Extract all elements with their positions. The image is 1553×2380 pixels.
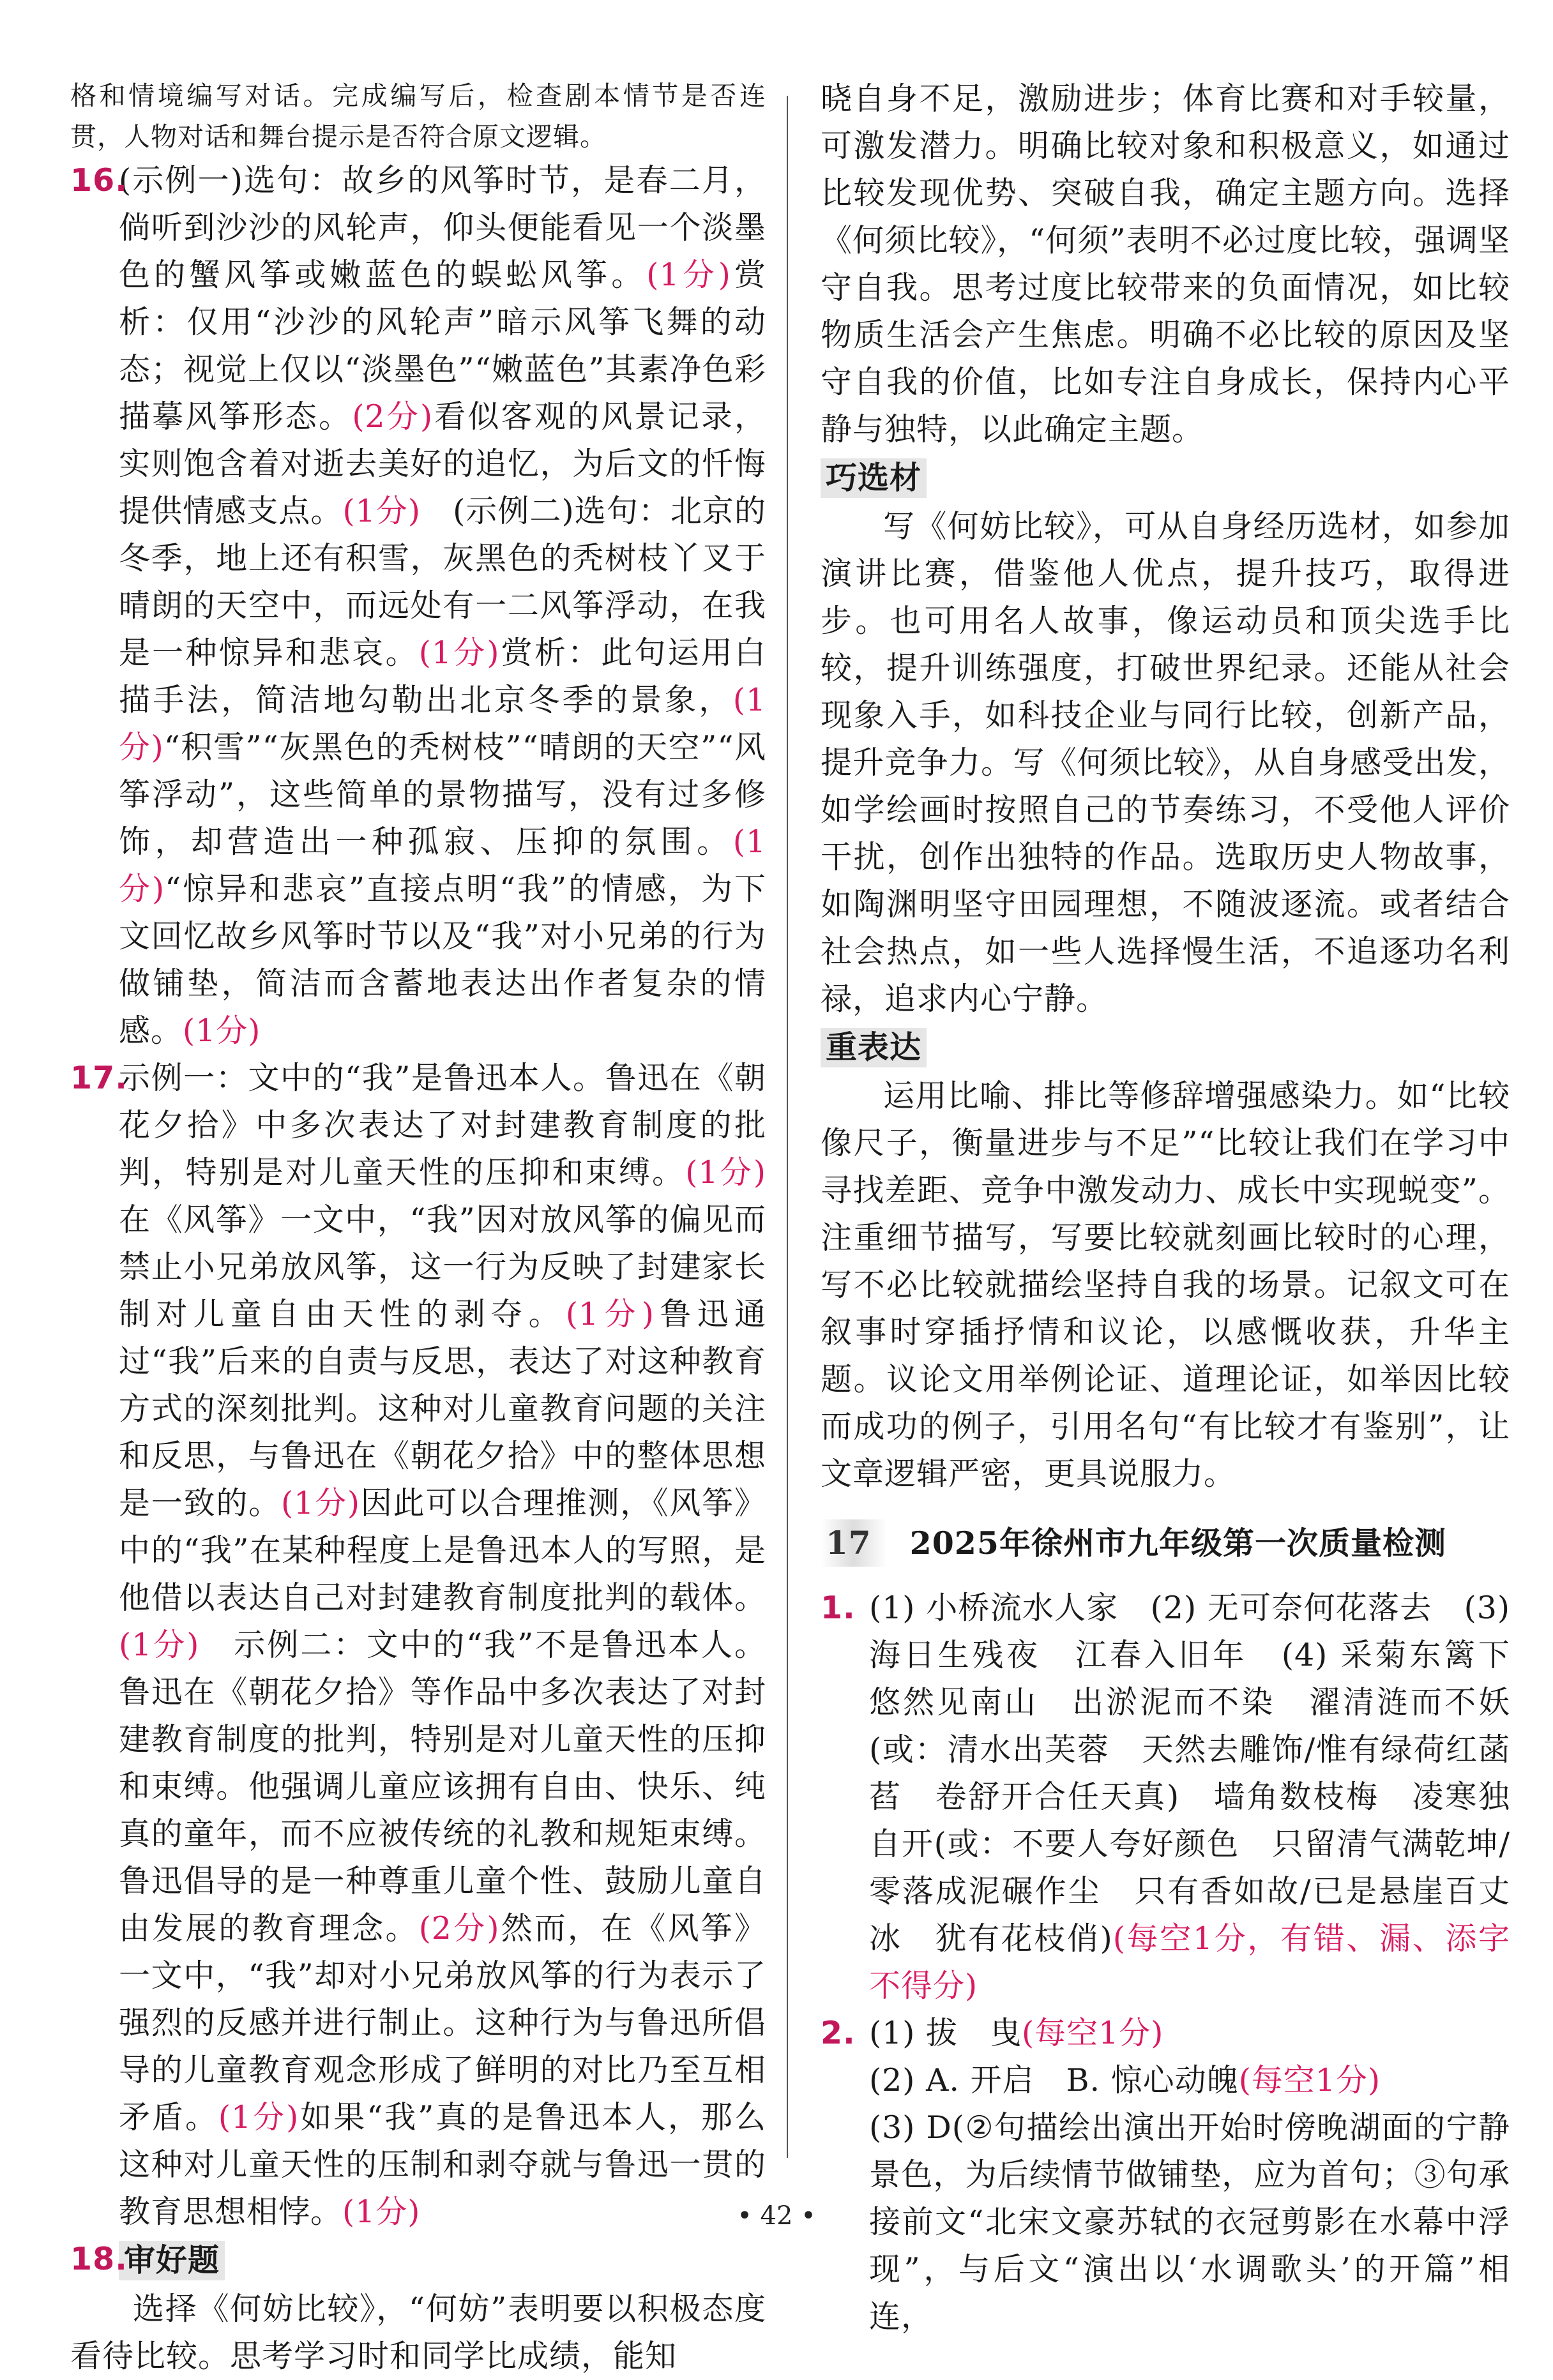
answer-text: (2) A. 开启 B. 惊心动魄 (869, 2062, 1239, 2098)
answer-text: (示例一)选句：故乡的风筝时节，是春二月，倘听到沙沙的风轮声，仰头便能看见一个淡墨色的蟹风筝或嫩蓝色的蜈蚣风筝。 (119, 162, 766, 293)
answer-text: 看似客观的风景记录，实则饱含着对逝去美好的追忆，为后文的忏悔提供情感支点。 (119, 398, 766, 529)
answer-text: 示例二：文中的“我”不是鲁迅本人。鲁迅在《朝花夕拾》等作品中多次表达了对封建教育制度的批判，特别是对儿童天性的压抑和束缚。他强调儿童应该拥有自由、快乐、纯真的童年，而不应被传统的礼教和规矩束缚。鲁迅倡导的是一种尊重儿童个性、鼓励儿童自由发展的教育理念。 (119, 1627, 766, 1947)
score-mark: (1分) (342, 2194, 421, 2230)
question-number: 16. (70, 162, 128, 199)
score-mark: (1分) (418, 635, 500, 671)
question-2 (821, 2010, 1510, 2340)
question-number: 1. (821, 1590, 856, 1626)
answer-text: (3) D(②句描绘出演出开始时傍晚湖面的宁静景色，为后续情节做铺垫，应为首句；③句承接前文“北宋文豪苏轼的衣冠剪影在水幕中浮现”，与后文“演出以‘水调歌头’的开篇”相连， (869, 2109, 1510, 2335)
question-17 (70, 1055, 766, 2236)
score-mark: (1分) (685, 1154, 766, 1191)
score-mark: (每空1分，有错、漏、添字不得分) (869, 1920, 1511, 2004)
answer-text: 如果“我”真的是鲁迅本人，那么这种对儿童天性的压制和剥夺就与鲁迅一贯的教育思想相悖。 (119, 2099, 766, 2230)
sub-heading: 巧选材 (821, 458, 927, 498)
answer-text: 在《风筝》一文中，“我”因对放风筝的偏见而禁止小兄弟放风筝，这一行为反映了封建家长制对儿童自由天性的剥夺。 (119, 1201, 766, 1332)
question-16 (70, 157, 766, 1055)
page-number: • 42 • (737, 2201, 816, 2231)
answer-text: 然而，在《风筝》一文中，“我”却对小兄弟放风筝的行为表示了强烈的反感并进行制止。这种行为与鲁迅所倡导的儿童教育观念形成了鲜明的对比乃至互相矛盾。 (119, 1910, 766, 2135)
answer-text: (1) 小桥流水人家 (2) 无可奈何花落去 (3) 海日生残夜 江春入旧年 (4) 采菊东篱下 悠然见南山 出淤泥而不染 濯清涟而不妖(或：清水出芙蓉 天然去雕饰/惟有绿荷红菡萏 卷舒开合任天真) 墙角数枝梅 凌寒独自开(或：不要人夸好颜色 只留清气满乾坤/零落成泥碾作尘 只有香如故/已是悬崖百丈冰 犹有花枝俏) (869, 1590, 1543, 1957)
score-mark: (2分) (418, 1910, 500, 1947)
score-mark: (1分) (342, 493, 421, 529)
score-mark: (1分) (119, 824, 766, 907)
intro-text: 格和情境编写对话。完成编写后，检查剧本情节是否连贯，人物对话和舞台提示是否符合原文逻辑。 (70, 80, 766, 152)
score-mark: (1分) (119, 682, 766, 765)
sub-heading: 重表达 (821, 1028, 927, 1067)
score-mark: (1分) (281, 1485, 361, 1521)
score-mark: (1分) (183, 1013, 261, 1049)
section-title: 2025年徐州市九年级第一次质量检测 (909, 1525, 1446, 1562)
answer-text: 因此可以合理推测，《风筝》中的“我”在某种程度上是鲁迅本人的写照，是他借以表达自己对封建教育制度批判的载体。 (119, 1485, 766, 1616)
left-column (70, 75, 766, 2380)
answer-text: “积雪”“灰黑色的秃树枝”“晴朗的天空”“风筝浮动”，这些简单的景物描写，没有过多修饰，却营造出一种孤寂、压抑的氛围。 (119, 729, 766, 860)
question-number: 18. (70, 2241, 128, 2277)
answer-paragraph: 晓自身不足，激励进步；体育比赛和对手较量，可激发潜力。明确比较对象和积极意义，如通过比较发现优势、突破自我，确定主题方向。选择《何须比较》，“何须”表明不必过度比较，强调坚守自我。思考过度比较带来的负面情况，如比较物质生活会产生焦虑。明确不必比较的原因及坚守自我的价值，比如专注自身成长，保持内心平静与独特，以此确定主题。 (821, 80, 1510, 448)
score-mark: (1分) (646, 257, 731, 293)
answer-paragraph: 写《何妨比较》，可从自身经历选材，如参加演讲比赛，借鉴他人优点，提升技巧，取得进步。也可用名人故事，像运动员和顶尖选手比较，提升训练强度，打破世界纪录。还能从社会现象入手，如科技企业与同行比较，创新产品，提升竞争力。写《何须比较》，从自身感受出发，如学绘画时按照自己的节奏练习，不受他人评价干扰，创作出独特的作品。选取历史人物故事，如陶渊明坚守田园理想，不随波逐流。或者结合社会热点，如一些人选择慢生活，不追逐功名利禄，追求内心宁静。 (821, 508, 1510, 1017)
column-divider (787, 96, 788, 2158)
answer-text: 鲁迅通过“我”后来的自责与反思，表达了对这种教育方式的深刻批判。这种对儿童教育问题的关注和反思，与鲁迅在《朝花夕拾》中的整体思想是一致的。 (119, 1296, 766, 1521)
score-mark: (每空1分) (1238, 2062, 1381, 2098)
sub-heading: 审好题 (119, 2241, 225, 2280)
question-18 (70, 2236, 766, 2286)
answer-text: 示例一：文中的“我”是鲁迅本人。鲁迅在《朝花夕拾》中多次表达了对封建教育制度的批判，特别是对儿童天性的压抑和束缚。 (119, 1060, 766, 1191)
score-mark: (1分) (119, 1627, 200, 1663)
answer-text: 赏析：仅用“沙沙的风轮声”暗示风筝飞舞的动态；视觉上仅以“淡墨色”“嫩蓝色”其素净色彩描摹风筝形态。 (119, 257, 766, 435)
answer-paragraph: 选择《何妨比较》，“何妨”表明要以积极态度看待比较。思考学习时和同学比成绩，能知 (70, 2291, 766, 2374)
score-mark: (1分) (565, 1296, 655, 1332)
answer-text: 赏析：此句运用白描手法，简洁地勾勒出北京冬季的景象， (119, 635, 766, 718)
answer-paragraph: 运用比喻、排比等修辞增强感染力。如“比较像尺子，衡量进步与不足”“比较让我们在学习中寻找差距、竞争中激发动力、成长中实现蜕变”。注重细节描写，写要比较就刻画比较时的心理，写不必比较就描绘坚持自我的场景。记叙文可在叙事时穿插抒情和议论，以感慨收获，升华主题。议论文用举例论证、道理论证，如举因比较而成功的例子，引用名句“有比较才有鉴别”，让文章逻辑严密，更具说服力。 (821, 1078, 1510, 1492)
score-mark: (2分) (352, 398, 434, 435)
question-number: 17. (70, 1060, 128, 1096)
section-heading (821, 1519, 1510, 1567)
answer-text: (1) 拔 曳 (869, 2015, 1022, 2051)
answer-text: (示例二)选句：北京的冬季，地上还有积雪，灰黑色的秃树枝丫叉于晴朗的天空中，而远处有一二风筝浮动，在我是一种惊异和悲哀。 (119, 493, 766, 671)
score-mark: (每空1分) (1022, 2015, 1164, 2051)
answer-text: “惊异和悲哀”直接点明“我”的情感，为下文回忆故乡风筝时节以及“我”对小兄弟的行为做铺垫，简洁而含蓄地表达出作者复杂的情感。 (119, 871, 766, 1049)
section-number: 17 (821, 1519, 887, 1567)
question-1 (821, 1585, 1543, 2010)
right-column (821, 75, 1543, 2340)
question-number: 2. (821, 2015, 856, 2051)
score-mark: (1分) (218, 2099, 299, 2135)
